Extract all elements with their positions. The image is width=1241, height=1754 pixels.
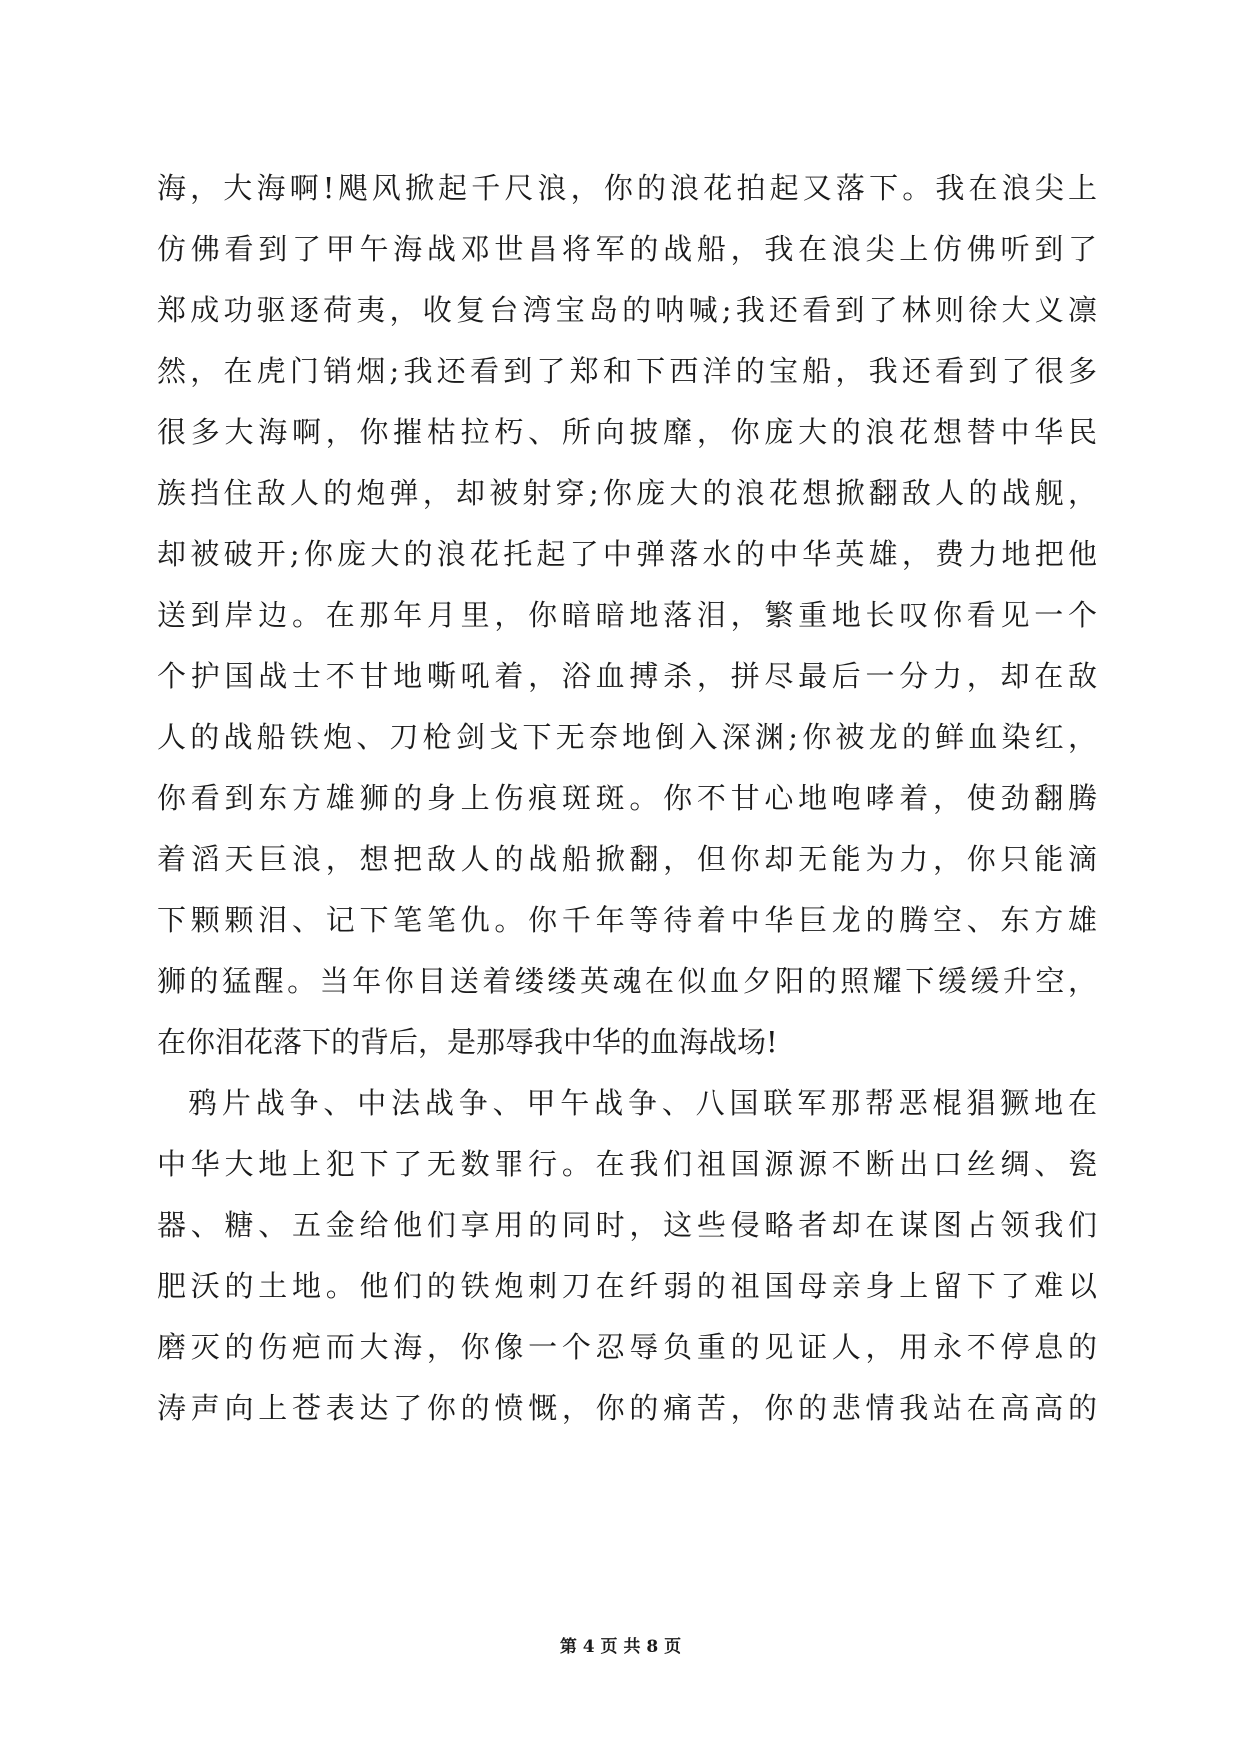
paragraph-1-line-13: 下颗颗泪、记下笔笔仇。你千年等待着中华巨龙的腾空、东方雄 (157, 903, 1097, 937)
paragraph-1-line-4: 然，在虎门销烟;我还看到了郑和下西洋的宝船，我还看到了很多 (157, 354, 1097, 388)
paragraph-1-line-1: 海，大海啊!飓风掀起千尺浪，你的浪花拍起又落下。我在浪尖上 (157, 171, 1097, 205)
paragraph-1-line-10: 人的战船铁炮、刀枪剑戈下无奈地倒入深渊;你被龙的鲜血染红， (157, 720, 1097, 754)
page-number-footer: 第 4 页 共 8 页 (559, 1637, 682, 1657)
paragraph-1-line-9: 个护国战士不甘地嘶吼着，浴血搏杀，拼尽最后一分力，却在敌 (157, 659, 1097, 693)
paragraph-2-line-5: 磨灭的伤疤而大海，你像一个忍辱负重的见证人，用永不停息的 (157, 1330, 1097, 1364)
paragraph-1-line-7: 却被破开;你庞大的浪花托起了中弹落水的中华英雄，费力地把他 (157, 537, 1097, 571)
paragraph-1-line-6: 族挡住敌人的炮弹，却被射穿;你庞大的浪花想掀翻敌人的战舰， (157, 476, 1097, 510)
paragraph-2-line-6: 涛声向上苍表达了你的愤慨，你的痛苦，你的悲情我站在高高的 (157, 1391, 1097, 1425)
paragraph-1-line-12: 着滔天巨浪，想把敌人的战船掀翻，但你却无能为力，你只能滴 (157, 842, 1097, 876)
paragraph-1-line-15: 在你泪花落下的背后，是那辱我中华的血海战场! (157, 1025, 778, 1059)
paragraph-1-line-14: 狮的猛醒。当年你目送着缕缕英魂在似血夕阳的照耀下缓缓升空， (157, 964, 1097, 998)
paragraph-1-line-2: 仿佛看到了甲午海战邓世昌将军的战船，我在浪尖上仿佛听到了 (157, 232, 1097, 266)
paragraph-2-line-2: 中华大地上犯下了无数罪行。在我们祖国源源不断出口丝绸、瓷 (157, 1147, 1097, 1181)
paragraph-2-line-3: 器、糖、五金给他们享用的同时，这些侵略者却在谋图占领我们 (157, 1208, 1097, 1242)
paragraph-1-line-11: 你看到东方雄狮的身上伤痕斑斑。你不甘心地咆哮着，使劲翻腾 (157, 781, 1097, 815)
paragraph-2-line-1: 鸦片战争、中法战争、甲午战争、八国联军那帮恶棍猖獗地在 (188, 1086, 1097, 1120)
paragraph-2-line-4: 肥沃的土地。他们的铁炮刺刀在纤弱的祖国母亲身上留下了难以 (157, 1269, 1097, 1303)
paragraph-1-line-8: 送到岸边。在那年月里，你暗暗地落泪，繁重地长叹你看见一个 (157, 598, 1097, 632)
paragraph-1-line-5: 很多大海啊，你摧枯拉朽、所向披靡，你庞大的浪花想替中华民 (157, 415, 1097, 449)
paragraph-1-line-3: 郑成功驱逐荷夷，收复台湾宝岛的呐喊;我还看到了林则徐大义凛 (157, 293, 1097, 327)
